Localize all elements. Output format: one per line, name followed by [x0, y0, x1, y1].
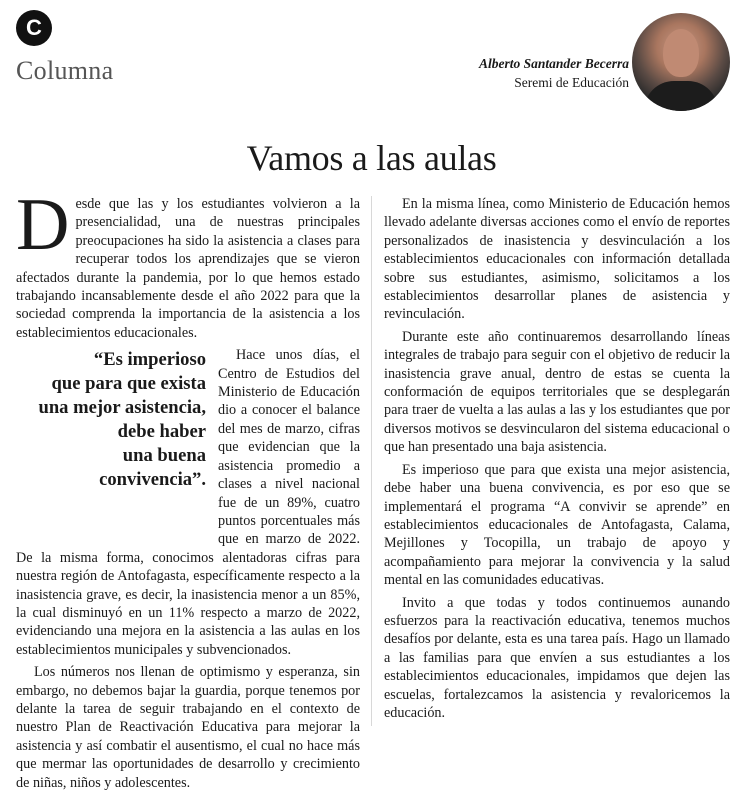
author-name: Alberto Santander Becerra: [478, 56, 629, 71]
article-paragraph-5: Durante este año continuaremos desarrollando líneas integrales de trabajo para seguir con el objetivo de reducir la inasistencia grave anual, dentro de estas se cuenta la conformación de equipos territoriales que se desplegarán para traer de vuelta a las aulas a las y los estudiantes que por diversos motivos se desvincularon del sistema educacional o que han presentado una baja asistencia.: [384, 328, 730, 456]
pull-quote-line: que para que exista: [51, 373, 206, 395]
article-paragraph-7: Invito a que todas y todos continuemos aunando esfuerzos para la reactivación educativa, tenemos muchos desafíos por delante, esta es una tarea país. Hago un llamado a las familias para que envíen a sus estudiantes a los establecimientos educacionales, impidamos que dejen las escuelas, fortalezcamos la asistencia y revaloricemos la educación.: [384, 594, 730, 721]
pull-quote: [16, 348, 206, 528]
paragraph-2-text: Hace unos días, el Centro de Estudios del Ministerio de Educación dio a conocer el balance del mes de marzo, cifras que evidencian que la asistencia promedio a clases a nivel nacional fue de un 89%, cuatro puntos porcentuales más que en marzo de 2022. De la misma forma, conocimos alentadoras cifras para nuestra región de Antofagasta, específicamente respecto a la inasistencia grave, es decir, la inasistencia menor a un 85%, la cual disminuyó en un 11% respecto a marzo de 2022, evidenciando una mejora en la asistencia a las aulas en los establecimientos municipales y subvencionados.: [16, 347, 360, 658]
author-photo-head: [663, 29, 699, 77]
article-paragraph-1: [16, 184, 360, 342]
article-headline: Vamos a las aulas: [246, 138, 497, 178]
paragraph-1-text: esde que las y los estudiantes volvieron a la presencialidad, una de nuestras principales preocupaciones ha sido la asistencia a clases para recuperar todos los aprendizajes que se vieron afectados durante la pandemia, por lo que hemos estado trabajando incansablemente desde el año 2022 para que la sociedad comprenda la importancia de la asistencia a los establecimientos educacionales.: [16, 196, 360, 341]
author-photo-shirt: [644, 81, 718, 111]
author-role: Seremi de Educación: [514, 75, 629, 90]
pull-quote-line: “Es imperioso: [93, 349, 206, 371]
author-byline: [479, 54, 629, 92]
pull-quote-line: convivencia”.: [99, 469, 206, 491]
article-paragraph-3: Los números nos llenan de optimismo y esperanza, sin embargo, no debemos bajar la guardia, porque tenemos por delante la tarea de seguir trabajando en el contexto de nuestro Plan de Reactivación Educativa para mejorar la asistencia y así combatir el ausentismo, el cual no hace más que mermar las oportunidades de desarrollo y crecimiento de niñas, niños y adolescentes.: [16, 664, 360, 791]
column-divider: [371, 196, 372, 726]
pull-quote-line: una mejor asistencia,: [38, 397, 206, 419]
article-paragraph-6: Es imperioso que para que exista una mejor asistencia, debe haber una buena convivencia, es por eso que se implementará el programa “A convivir se aprende” en establecimientos educacionales de Antofagasta, Calama, Mejillones y Tocopilla, un trabajo de apoyo y acompañamiento para mejorar la convivencia y la salud mental en las comunidades educativas.: [384, 461, 730, 589]
pull-quote-line: debe haber: [117, 421, 206, 443]
article-column-left: [16, 184, 360, 796]
brand-logo: C: [16, 10, 52, 46]
article-paragraph-4: En la misma línea, como Ministerio de Educación hemos llevado adelante diversas acciones como el envío de reportes personalizados de inasistencia y desvinculación a los establecimientos educacionales con información detallada sobre sus estudiantes, asimismo, solicitamos a los establecimientos desarrollar planes de asistencia y revinculación.: [384, 196, 730, 323]
section-label: Columna: [16, 56, 114, 85]
drop-cap: D: [16, 184, 70, 266]
author-photo: [632, 13, 730, 111]
article-paragraph-2: [16, 346, 360, 659]
article-column-right: [384, 195, 730, 726]
pull-quote-line: una buena: [122, 445, 206, 467]
